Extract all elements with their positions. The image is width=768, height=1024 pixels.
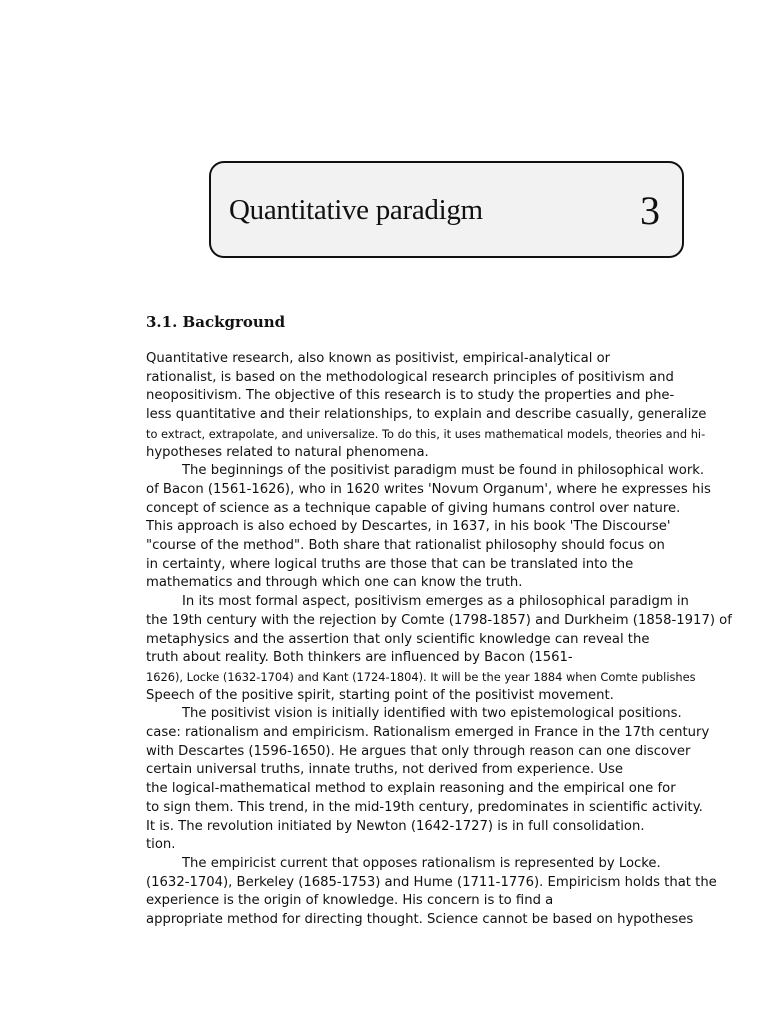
text-line: mathematics and through which one can know the truth. [146,575,523,591]
text-line: appropriate method for directing thought. Science cannot be based on hypotheses [146,912,694,928]
text-line: to sign them. This trend, in the mid-19th century, predominates in scientific activity. [146,799,703,815]
paragraph-4 [146,705,710,855]
text-line: The beginnings of the positivist paradigm must be found in philosophical work. [182,463,705,479]
text-line: tion. [146,837,176,853]
chapter-number: 3 [640,188,660,233]
text-line: (1632-1704), Berkeley (1685-1753) and Hume (1711-1776). Empiricism holds that the [146,874,717,890]
text-line: to extract, extrapolate, and universalize. To do this, it uses mathematical models, theories and hi- [146,426,706,441]
text-line: 1626), Locke (1632-1704) and Kant (1724-1804). It will be the year 1884 when Comte publishes [146,669,696,684]
chapter-header-box [209,161,684,258]
text-line: experience is the origin of knowledge. His concern is to find a [146,893,554,909]
text-line: the 19th century with the rejection by Comte (1798-1857) and Durkheim (1858-1917) of [146,612,732,628]
text-line: of Bacon (1561-1626), who in 1620 writes 'Novum Organum', where he expresses his [146,481,711,497]
chapter-title: Quantitative paradigm [229,194,483,226]
paragraph-5 [146,855,717,930]
text-line: hypotheses related to natural phenomena. [146,444,429,460]
body-text [146,350,732,930]
text-line: It is. The revolution initiated by Newton (1642-1727) is in full consolidation. [146,818,645,834]
text-line: neopositivism. The objective of this research is to study the properties and phe- [146,388,675,404]
text-line: the logical-mathematical method to explain reasoning and the empirical one for [146,781,676,797]
text-line: metaphysics and the assertion that only scientific knowledge can reveal the [146,631,650,647]
text-line: In its most formal aspect, positivism emerges as a philosophical paradigm in [182,594,689,610]
text-line: truth about reality. Both thinkers are influenced by Bacon (1561- [146,650,573,666]
text-line: The positivist vision is initially identified with two epistemological positions. [182,706,682,722]
text-line: This approach is also echoed by Descartes, in 1637, in his book 'The Discourse' [146,519,671,535]
paragraph-1 [146,350,706,462]
text-line: "course of the method". Both share that rationalist philosophy should focus on [146,538,665,554]
text-line: Speech of the positive spirit, starting point of the positivist movement. [146,687,614,703]
text-line: The empiricist current that opposes rationalism is represented by Locke. [182,855,661,871]
text-line: less quantitative and their relationships, to explain and describe casually, generalize [146,407,707,423]
paragraph-2 [146,462,711,593]
section-heading: 3.1. Background [146,313,286,331]
text-line: certain universal truths, innate truths, not derived from experience. Use [146,762,624,778]
paragraph-3 [146,593,732,705]
text-line: Quantitative research, also known as positivist, empirical-analytical or [146,351,611,366]
text-line: case: rationalism and empiricism. Rationalism emerged in France in the 17th century [146,725,710,741]
text-line: in certainty, where logical truths are those that can be translated into the [146,556,634,572]
text-line: with Descartes (1596-1650). He argues that only through reason can one discover [146,743,691,759]
text-line: rationalist, is based on the methodological research principles of positivism and [146,369,674,385]
text-line: concept of science as a technique capable of giving humans control over nature. [146,500,681,516]
